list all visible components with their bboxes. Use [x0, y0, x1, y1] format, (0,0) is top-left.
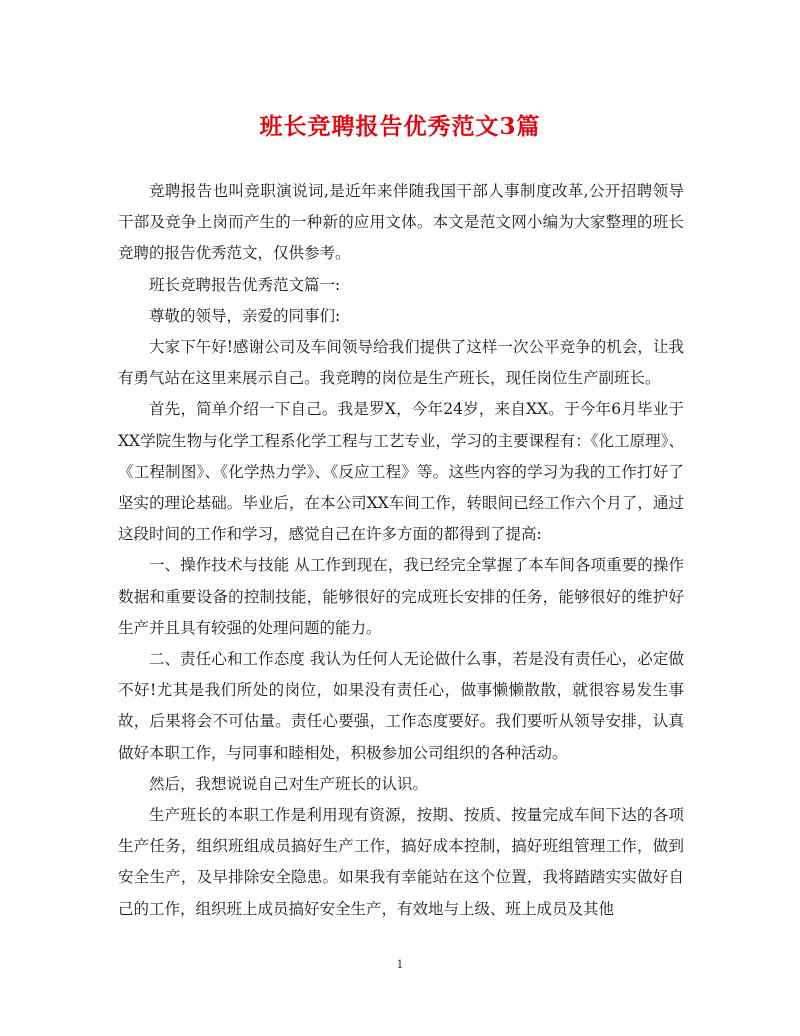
- paragraph-greeting: 大家下午好!感谢公司及车间领导给我们提供了这样一次公平竞争的机会，让我有勇气站在这里来展示自己。我竞聘的岗位是生产班长，现任岗位生产副班长。: [118, 338, 684, 388]
- paragraph-transition: 然后，我想说说自己对生产班长的认识。: [149, 774, 429, 793]
- paragraph-responsibility: 二、责任心和工作态度 我认为任何人无论做什么事，若是没有责任心，必定做不好!尤其是我们所处的岗位，如果没有责任心，做事懒懒散散，就很容易发生事故，后果将会不可估量。责任心要强，工作态度要好。我们要听从领导安排，认真做好本职工作，与同事和睦相处，积极参加公司组织的各种活动。: [118, 650, 684, 762]
- paragraph-operation-skills: 一、操作技术与技能 从工作到现在，我已经完全掌握了本车间各项重要的操作数据和重要设备的控制技能，能够很好的完成班长安排的任务，能够很好的维护好生产并且具有较强的处理问题的能力。: [118, 556, 684, 637]
- paragraph-intro: 竞聘报告也叫竞职演说词,是近年来伴随我国干部人事制度改革,公开招聘领导干部及竞争上岗而产生的一种新的应用文体。本文是范文网小编为大家整理的班长竞聘的报告优秀范文，仅供参考。: [118, 182, 684, 263]
- document-body: [118, 176, 684, 925]
- paragraph-section-heading: 班长竞聘报告优秀范文篇一:: [149, 275, 341, 294]
- paragraph-self-introduction: 首先，简单介绍一下自己。我是罗X，今年24岁，来自XX。于今年6月毕业于XX学院生物与化学工程系化学工程与工艺专业，学习的主要课程有：《化工原理》、《工程制图》、《化学热力学》、《反应工程》等。这些内容的学习为我的工作打好了坚实的理论基础。毕业后，在本公司XX车间工作，转眼间已经工作六个月了，通过这段时间的工作和学习，感觉自己在许多方面的都得到了提高:: [118, 400, 684, 544]
- paragraph-salutation: 尊敬的领导，亲爱的同事们:: [149, 306, 341, 325]
- document-title: 班长竞聘报告优秀范文3篇: [259, 113, 541, 140]
- paragraph-duties: 生产班长的本职工作是利用现有资源，按期、按质、按量完成车间下达的各项生产任务，组织班组成员搞好生产工作，搞好成本控制，搞好班组管理工作，做到安全生产，及早排除安全隐患。如果我有幸能站在这个位置，我将踏踏实实做好自己的工作，组织班上成员搞好安全生产，有效地与上级、班上成员及其他: [118, 806, 684, 918]
- page-number: 1: [396, 958, 404, 971]
